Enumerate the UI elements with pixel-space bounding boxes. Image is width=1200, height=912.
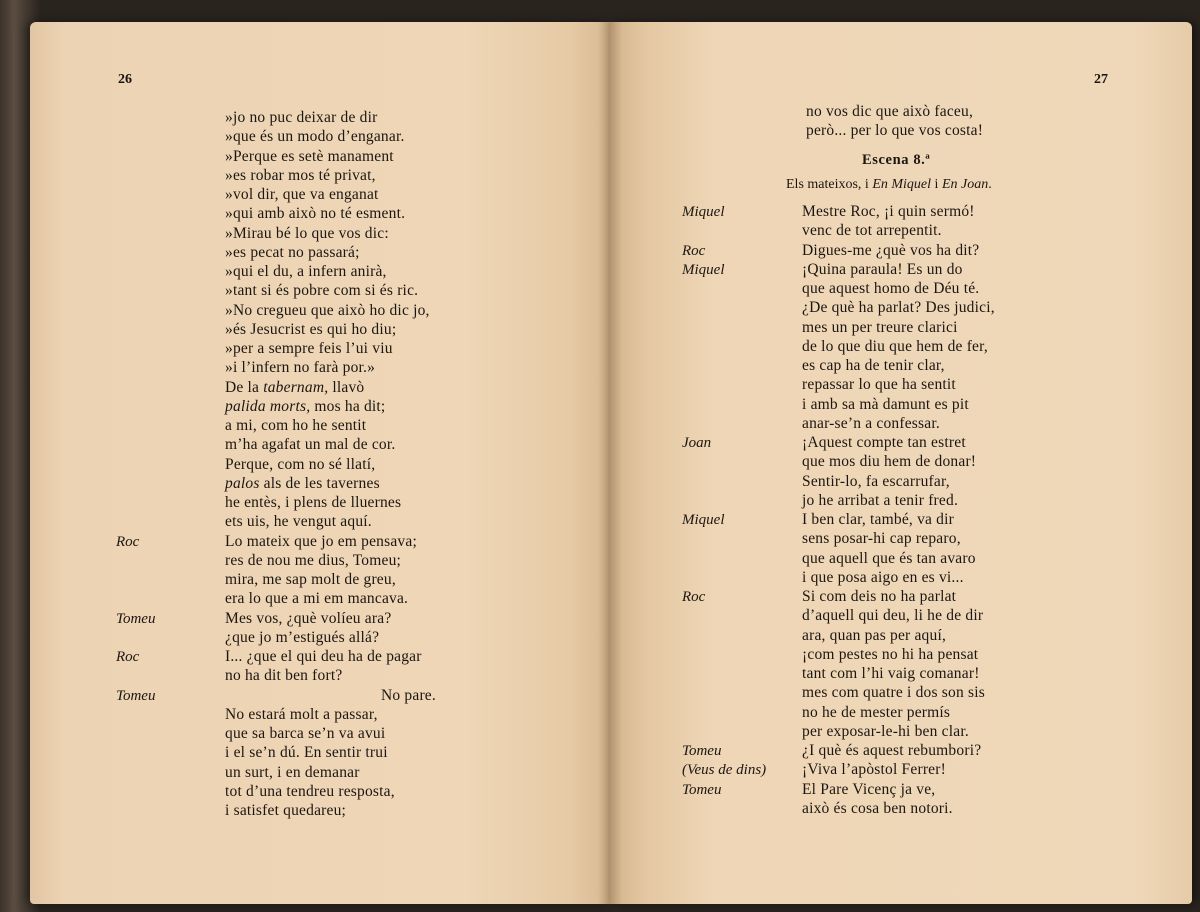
verse-line: »Perque es setè manament [225,147,394,165]
verse-line: jo he arribat a tenir fred. [802,491,959,509]
verse-line: I... ¿que el qui deu ha de pagar [225,648,422,665]
verse-line: Si com deis no ha parlat [802,588,957,605]
page-number-right: 27 [1094,72,1108,87]
page-number-left: 26 [118,72,132,87]
verse-line: De la tabernam, llavò [225,378,365,396]
scene-subtitle: Els mateixos, i En Miquel i En Joan. [786,177,992,192]
verse-line: palida morts, mos ha dit; [225,397,386,415]
verse-line: ¡Quina paraula! Es un do [802,260,963,278]
verse-line: »es pecat no passará; [225,243,360,261]
verse-line: »vol dir, que va enganat [225,186,379,203]
verse-line: tot d’una tendreu resposta, [225,782,395,800]
speaker-name: Joan [682,435,712,451]
verse-line: de lo que diu que hem de fer, [802,337,988,355]
speaker-name: Miquel [682,512,725,528]
verse-line: Sentir-lo, fa escarrufar, [802,472,950,490]
verse-line: »és Jesucrist es qui ho diu; [225,320,397,338]
speaker-name: Roc [116,533,140,550]
verse-line: Mestre Roc, ¡i quin sermó! [802,203,975,220]
verse-line: ara, quan pas per aquí, [802,626,947,644]
verse-line: »qui amb això no té esment. [225,205,406,223]
speaker-name: Tomeu [116,687,156,704]
speaker-name: Roc [682,589,706,605]
speaker-name: Miquel [682,204,725,220]
verse-line: »i l’infern no farà por.» [225,359,376,377]
verse-line: mes com quatre i dos son sis [802,684,985,702]
verse-line: No estará molt a passar, [225,705,378,723]
left-page [30,22,610,904]
verse-line: es cap ha de tenir clar, [802,357,945,374]
verse-line: »tant si és pobre com si és ric. [225,282,419,300]
verse-line: El Pare Vicenç ja ve, [802,780,936,798]
verse-line: ¡com pestes no hi ha pensat [802,645,979,663]
right-page [610,22,1192,904]
speaker-name: Tomeu [116,610,156,627]
verse-line: que aquest homo de Déu té. [802,280,980,297]
verse-line: mes un per treure clarici [802,318,958,336]
verse-line: ¡Aquest compte tan estret [802,434,966,451]
verse-line: i que posa aigo en es vi... [802,568,964,586]
verse-line: Perque, com no sé llatí, [225,455,376,473]
verse-line: d’aquell qui deu, li he de dir [802,607,984,625]
verse-line: a mi, com ho he sentit [225,417,367,434]
speaker-name: Tomeu [682,743,722,759]
verse-line: palos als de les tavernes [225,474,380,492]
verse-line: ¿De què ha parlat? Des judici, [802,299,995,317]
verse-line: Digues-me ¿què vos ha dit? [802,241,980,259]
verse-line: venc de tot arrepentit. [802,222,942,240]
verse-line: mira, me sap molt de greu, [225,571,396,588]
verse-line: que sa barca se’n va avui [225,725,386,742]
verse-line: res de nou me dius, Tomeu; [225,551,402,569]
verse-line: tant com l’hi vaig comanar! [802,665,980,682]
verse-line: que aquell que és tan avaro [802,549,976,567]
verse-line: no he de mester permís [802,703,951,721]
verse-line: No pare. [381,686,436,704]
speaker-name: Tomeu [682,781,722,798]
verse-line: que mos diu hem de donar! [802,453,977,471]
verse-line: ¿I què és aquest rebumbori? [802,742,982,759]
verse-line: he entès, i plens de lluernes [225,494,402,511]
scene-heading: Escena 8.ª [862,152,931,168]
verse-line: Lo mateix que jo em pensava; [225,532,417,550]
verse-line: i el se’n dú. En sentir trui [225,744,388,762]
verse-line: anar-se’n a confessar. [802,414,940,432]
speaker-name: Roc [116,649,140,665]
verse-line: ¡Viva l’apòstol Ferrer! [802,761,946,779]
verse-line: per exposar-le-hi ben clar. [802,722,969,740]
verse-line: i amb sa mà damunt es pit [802,395,969,413]
verse-line: m’ha agafat un mal de cor. [225,436,396,454]
verse-line: repassar lo que ha sentit [802,376,956,394]
speaker-name: (Veus de dins) [682,762,767,779]
verse-line: »Mirau bé lo que vos dic: [225,224,389,242]
verse-line: »per a sempre feis l’ui viu [225,340,393,357]
verse-line: no ha dit ben fort? [225,667,343,685]
verse-line: Mes vos, ¿què volíeu ara? [225,609,392,627]
verse-line: »jo no puc deixar de dir [225,109,378,126]
verse-line: un surt, i en demanar [225,763,360,781]
verse-line: sens posar-hi cap reparo, [802,530,961,548]
verse-line: i satisfet quedareu; [225,802,347,819]
verse-line: »que és un modo d’enganar. [225,128,405,146]
verse-line: però... per lo que vos costa! [806,122,984,140]
verse-line: això és cosa ben notori. [802,799,953,817]
verse-line: »qui el du, a infern anirà, [225,263,387,280]
speaker-name: Miquel [682,261,725,278]
verse-line: »es robar mos té privat, [225,166,376,184]
verse-line: ets uis, he vengut aquí. [225,513,372,531]
verse-line: ¿que jo m’estigués allá? [225,628,380,646]
speaker-name: Roc [682,242,706,259]
verse-line: no vos dic que això faceu, [806,103,974,120]
verse-line: »No cregueu que això ho dic jo, [225,301,430,319]
verse-line: era lo que a mi em mancava. [225,590,409,608]
verse-line: I ben clar, també, va dir [802,511,954,528]
